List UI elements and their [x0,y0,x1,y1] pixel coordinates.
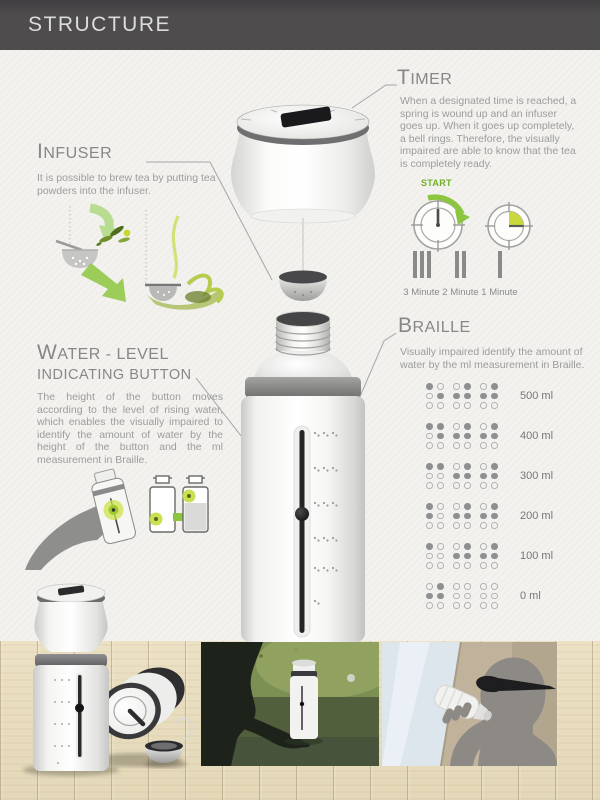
braille-cell [480,583,498,609]
timer-duration [402,251,441,298]
bottle-ring [245,377,361,398]
braille-cell [453,383,471,409]
infuser-basket [279,271,327,302]
braille-row [426,543,553,569]
timer-duration [441,251,480,298]
timer-duration [480,251,519,298]
bottle-body [241,312,365,643]
braille-cell [426,583,444,609]
water-level-illustration [25,462,225,570]
braille-cell [453,463,471,489]
braille-row [426,503,553,529]
braille-volume-label: 100 ml [520,550,554,562]
braille-cell [426,383,444,409]
page-title: STRUCTURE [28,13,171,36]
braille-row [426,583,553,609]
usage-photo-park [201,642,379,766]
duration-label: 2 Minute [442,287,479,298]
braille-cell [453,503,471,529]
braille-row [426,383,553,409]
braille-volume-label: 0 ml [520,590,541,602]
product-exploded-view [215,55,395,645]
duration-bars-icon [455,251,466,278]
braille-chart [426,383,553,623]
braille-cell [426,543,444,569]
duration-label: 3 Minute [403,287,440,298]
braille-row [426,463,553,489]
braille-cell [480,423,498,449]
braille-volume-label: 300 ml [520,470,554,482]
timer-durations [402,251,519,298]
water-level-description: The height of the button moves according to the level of rising water, which enables the visually impaired to identify the amount of water by the height of the button and the ml measurement in Braille. [37,391,223,466]
braille-cell [426,463,444,489]
timer-title: TIMER [397,66,453,89]
header-bar [0,0,600,50]
braille-cell [453,583,471,609]
timer-clocks [400,192,545,260]
infuser-title: INFUSER [37,140,113,163]
duration-bars-icon [413,251,431,278]
braille-cell [426,503,444,529]
braille-cell [426,423,444,449]
clock-elapsed-icon [485,202,533,250]
level-button [295,507,309,521]
infuser-illustration [28,198,238,316]
braille-row [426,423,553,449]
braille-cell [480,543,498,569]
usage-photo-drinking [382,642,557,766]
timer-start-label: START [421,178,452,188]
standing-bottle [33,584,109,771]
brew-arrow-icon [81,263,126,302]
braille-cell [480,503,498,529]
timer-description: When a designated time is reached, a spring is wound up and an infuser goes up. When it goes up completely, a bell rings. Therefore, the visually impaired are able to know that the tea is completely ready. [400,95,577,170]
braille-cell [480,383,498,409]
brewed-tea-swirl [145,216,222,310]
clock-start-icon [411,197,470,252]
braille-description: Visually impaired identify the amount of water by the ml measurement in Braille. [400,346,585,371]
braille-cell [453,423,471,449]
braille-volume-label: 200 ml [520,510,554,522]
filled-bottle-diagram [183,476,209,532]
infuser-description: It is possible to brew tea by putting tea powders into the infuser. [37,172,216,197]
braille-title: BRAILLE [398,314,471,337]
braille-volume-label: 500 ml [520,390,554,402]
duration-bars-icon [498,251,502,278]
pour-arrow-icon [90,208,119,242]
braille-volume-label: 400 ml [520,430,554,442]
braille-cell [480,463,498,489]
duration-label: 1 Minute [481,287,518,298]
product-photo-left [18,580,203,778]
braille-cell [453,543,471,569]
timer-lid [231,105,375,223]
water-level-title: WATER - LEVEL INDICATING BUTTON [37,341,192,383]
level-slot [300,430,305,633]
